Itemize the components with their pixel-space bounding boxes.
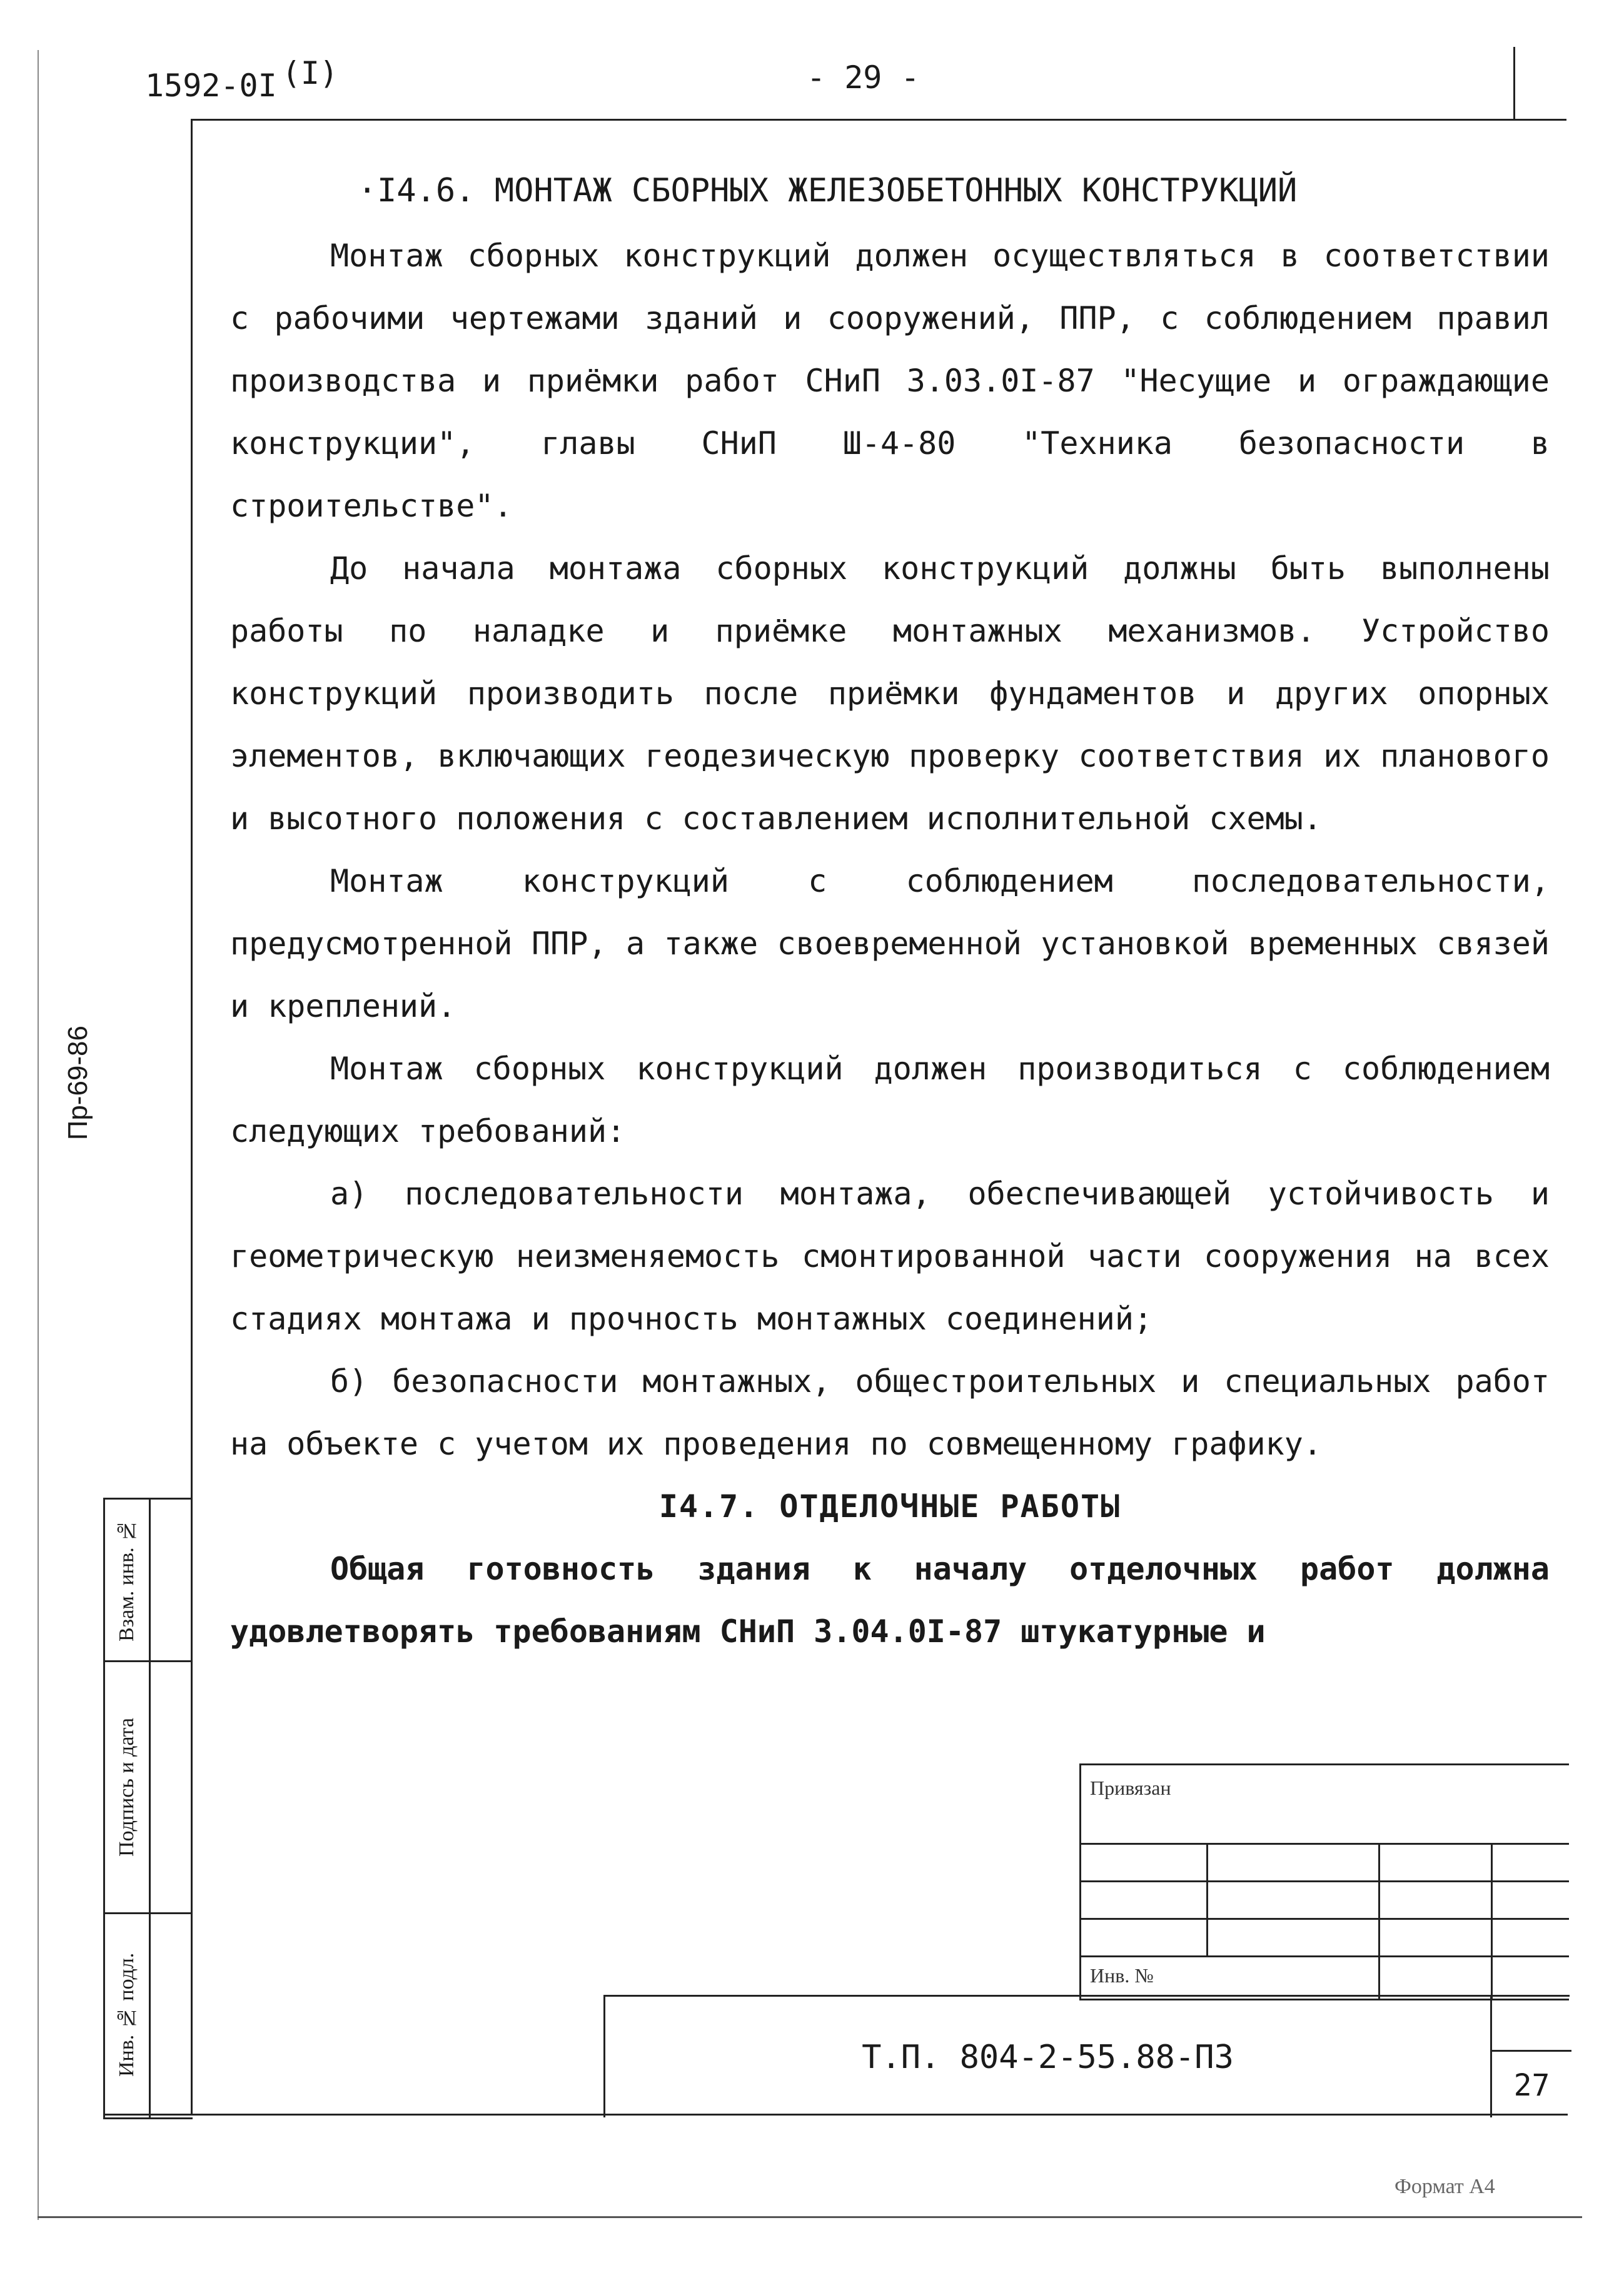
paragraph: Монтаж сборных конструкций должен производиться с соблюдением следующих требований: xyxy=(230,1051,1550,1149)
margin-column xyxy=(103,1498,193,2119)
sheet-edge-line xyxy=(38,50,39,2220)
frame-top-line xyxy=(191,119,1566,121)
inv-podl-label: Инв. № подл. xyxy=(115,1952,138,2077)
frame-right-tick xyxy=(1513,47,1515,121)
paragraph: Монтаж конструкций с соблюдением последовательности, предусмотренной ППР, а также своевременной установкой временных связей и креплений. xyxy=(230,863,1550,1024)
page-number: - 29 - xyxy=(807,59,920,96)
document-designation: Т.П. 804-2-55.88-ПЗ xyxy=(862,2038,1234,2076)
stamp-row-line xyxy=(1081,1843,1569,1845)
paragraph: Общая готовность здания к началу отделочных работ должна удовлетворять требованиям СНиП 3.04.0I-87 штукатурные и xyxy=(230,1551,1550,1650)
section-14-7-title: I4.7. ОТДЕЛОЧНЫЕ РАБОТЫ xyxy=(658,1488,1121,1525)
stamp-col-line xyxy=(1491,1843,1493,1999)
paragraph: Монтаж сборных конструкций должен осуществляться в соответствии с рабочими чертежами зданий и сооружений, ППР, с соблюдением правил производства и приёмки работ СНиП 3.03.0I-87 "Несущие и ограждающие конструкции", главы СНиП Ш-4-80 "Техника безопасности в строительстве". xyxy=(230,238,1550,524)
privyazan-label: Привязан xyxy=(1090,1777,1171,1799)
margin-inner-line xyxy=(149,1500,151,2117)
format-label: Формат А4 xyxy=(1395,2175,1495,2198)
stamp-row-line xyxy=(1081,1955,1569,1957)
list-item-a: а) последовательности монтажа, обеспечивающей устойчивость и геометрическую неизменяемость смонтированной части сооружения на всех стадиях монтажа и прочность монтажных соединений; xyxy=(230,1176,1550,1337)
stamp-col-line xyxy=(1378,1843,1380,1999)
cut-line xyxy=(38,2216,1582,2218)
podpis-data-label: Подпись и дата xyxy=(115,1718,138,1857)
stamp-col-line xyxy=(1206,1843,1208,1955)
list-item-b: б) безопасности монтажных, общестроительных и специальных работ на объекте с учетом их проведения по совмещенному графику. xyxy=(230,1363,1550,1462)
doc-code-suffix: (I) xyxy=(281,55,339,91)
side-code: Пр-69-86 xyxy=(63,1026,93,1141)
doc-code xyxy=(145,55,339,104)
doc-code-main: 1592-0I xyxy=(145,68,277,104)
sheet-box xyxy=(1490,1997,1571,2117)
inv-no-label: Инв. № xyxy=(1090,1964,1154,1987)
stamp-row-line xyxy=(1081,1918,1569,1920)
stamp-table xyxy=(1079,1763,1569,2000)
title-block xyxy=(603,1995,1570,2117)
paragraph: До начала монтажа сборных конструкций должны быть выполнены работы по наладке и приёмке монтажных механизмов. Устройство конструкций производить после приёмки фундаментов и других опорных элементов, включающих геодезическую проверку соответствия их планового и высотного положения с составлением исполнительной схемы. xyxy=(230,550,1550,837)
section-14-6-title: ·I4.6. МОНТАЖ СБОРНЫХ ЖЕЛЕЗОБЕТОННЫХ КОНСТРУКЦИЙ xyxy=(357,172,1298,209)
document-body xyxy=(230,159,1550,1663)
stamp-row-line xyxy=(1081,1880,1569,1882)
vzam-inv-label: Взам. инв. № xyxy=(115,1518,138,1642)
sheet-number: 27 xyxy=(1492,2050,1571,2119)
